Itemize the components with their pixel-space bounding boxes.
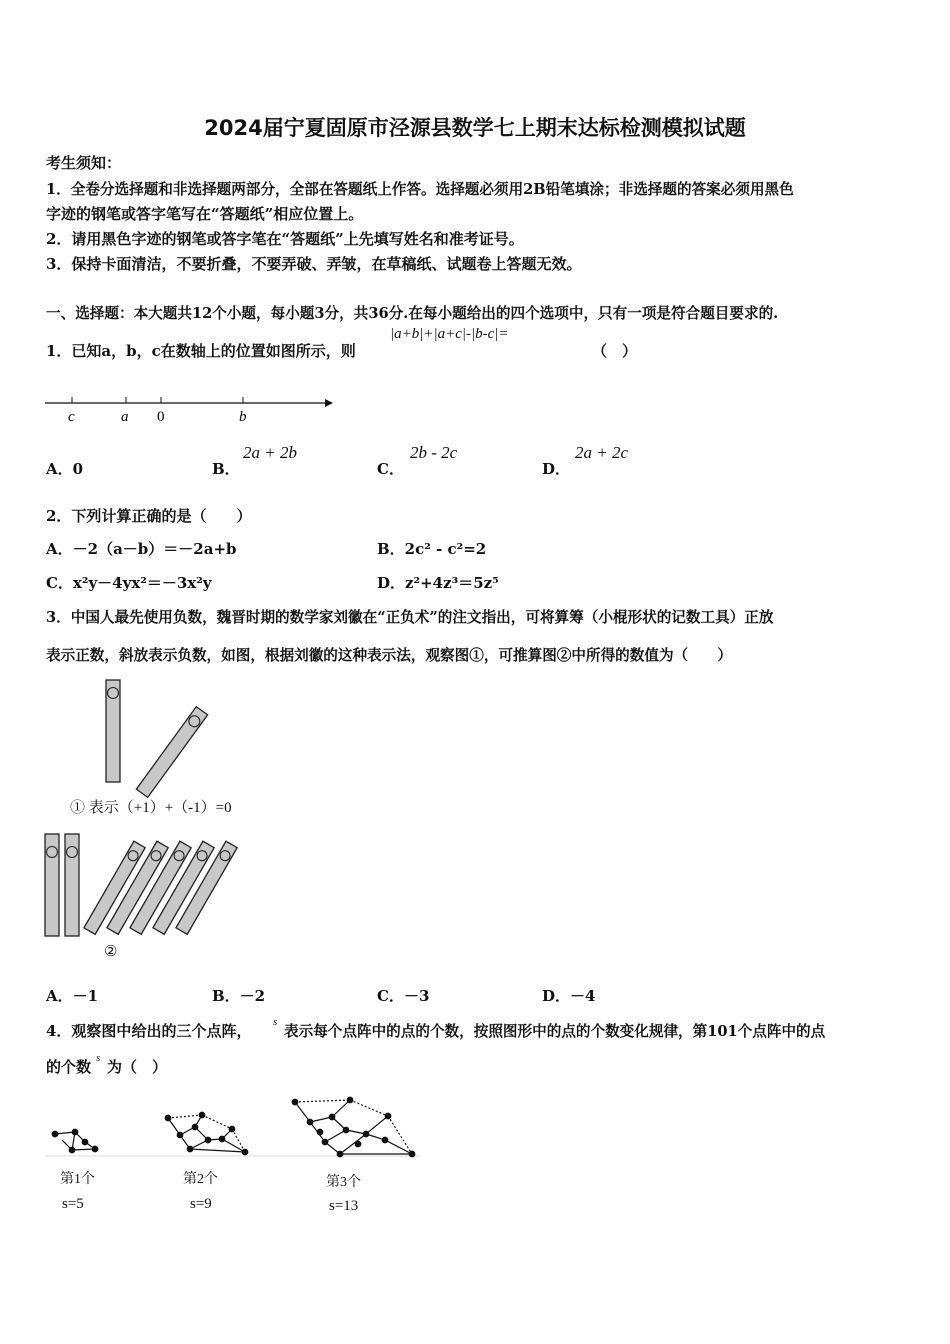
figure-2-caption: ② bbox=[104, 944, 118, 960]
figure-1-caption: ① 表示（+1）+（-1）=0 bbox=[70, 800, 232, 816]
q4-line-1b: 表示每个点阵中的点的个数，按照图形中的点的个数变化规律，第101个点阵中的点 bbox=[284, 1023, 826, 1040]
axis-label-c: c bbox=[68, 409, 75, 425]
notice-heading: 考生须知： bbox=[46, 154, 122, 172]
q2-option-c: C．x²y－4yx²＝－3x²y bbox=[46, 574, 212, 592]
q2-stem: 2．下列计算正确的是（ ） bbox=[46, 507, 252, 525]
lattice-2-label: 第2个 bbox=[183, 1172, 218, 1187]
notice-line-2: 2．请用黑色字迹的钢笔或答字笔在“答题纸”上先填写姓名和准考证号。 bbox=[46, 230, 524, 248]
section-heading: 一、选择题：本大题共12个小题，每小题3分，共36分.在每小题给出的四个选项中，只有一项是符合题目要求的. bbox=[46, 305, 779, 322]
q4-s-symbol: s bbox=[273, 1016, 278, 1028]
q3-option-a: A．－1 bbox=[46, 987, 99, 1005]
lattice-3 bbox=[292, 1097, 415, 1157]
q4-line-1a: 4．观察图中给出的三个点阵， bbox=[46, 1022, 252, 1040]
axis-label-a: a bbox=[121, 409, 129, 425]
axis-label-b: b bbox=[239, 409, 247, 425]
notice-line-1a: 1．全卷分选择题和非选择题两部分，全部在答题纸上作答。选择题必须用2B铅笔填涂；非选择题的答案必须用黑色 bbox=[46, 181, 794, 198]
q1-option-b-math: 2a + 2b bbox=[243, 443, 297, 462]
lattice-1-count: s=5 bbox=[62, 1196, 84, 1212]
q3-option-b: B．－2 bbox=[212, 987, 266, 1005]
q1-stem: 1．已知a，b，c在数轴上的位置如图所示，则 bbox=[46, 342, 356, 360]
lattice-3-count: s=13 bbox=[329, 1198, 359, 1214]
q2-option-b: B．2c² - c²=2 bbox=[377, 540, 487, 558]
lattice-2 bbox=[165, 1112, 248, 1155]
q3-line-1: 3．中国人最先使用负数，魏晋时期的数学家刘徽在“正负术”的注文指出，可将算筹（小棍形状的记数工具）正放 bbox=[46, 609, 774, 626]
q2-option-a: A．－2（a－b）＝－2a+b bbox=[46, 540, 237, 558]
q1-option-d-label: D． bbox=[542, 460, 571, 478]
rod-circle bbox=[108, 688, 119, 699]
number-line bbox=[40, 388, 340, 428]
q1-option-d-math: 2a + 2c bbox=[575, 443, 629, 462]
axis-label-0: 0 bbox=[157, 409, 165, 425]
lattice-1 bbox=[52, 1129, 98, 1153]
q1-option-a: A．0 bbox=[46, 460, 84, 478]
q4-line-2a: 的个数 bbox=[46, 1058, 92, 1076]
q4-s-symbol-2: s bbox=[96, 1052, 101, 1064]
q3-option-c: C．－3 bbox=[377, 987, 430, 1005]
q4-line-2b: 为（ ） bbox=[107, 1058, 168, 1076]
page-title: 2024届宁夏固原市泾源县数学七上期末达标检测模拟试题 bbox=[204, 116, 746, 140]
q1-option-c-label: C． bbox=[377, 460, 404, 478]
lattice-3-label: 第3个 bbox=[326, 1175, 361, 1190]
lattice-1-label: 第1个 bbox=[60, 1172, 95, 1187]
dot-lattice-figures bbox=[40, 1092, 430, 1167]
q1-option-c-math: 2b - 2c bbox=[410, 443, 458, 462]
rod-slanted bbox=[136, 707, 207, 798]
q1-expression: |a+b|+|a+c|-|b-c|= bbox=[390, 326, 509, 342]
q2-option-d: D．z²+4z³＝5z⁵ bbox=[377, 574, 499, 592]
q3-line-2: 表示正数，斜放表示负数，如图，根据刘徽的这种表示法，观察图①，可推算图②中所得的数值为（ ） bbox=[46, 647, 732, 664]
q1-option-b-label: B． bbox=[212, 460, 240, 478]
counting-rods-figure-2 bbox=[40, 826, 260, 946]
q3-option-d: D．－4 bbox=[542, 987, 596, 1005]
notice-line-1b: 字迹的钢笔或答字笔写在“答题纸”相应位置上。 bbox=[46, 205, 364, 223]
notice-line-3: 3．保持卡面清洁，不要折叠，不要弄破、弄皱，在草稿纸、试题卷上答题无效。 bbox=[46, 255, 582, 273]
lattice-2-count: s=9 bbox=[190, 1196, 212, 1212]
q1-paren: （ ） bbox=[592, 342, 638, 360]
axis-arrow bbox=[325, 399, 333, 407]
